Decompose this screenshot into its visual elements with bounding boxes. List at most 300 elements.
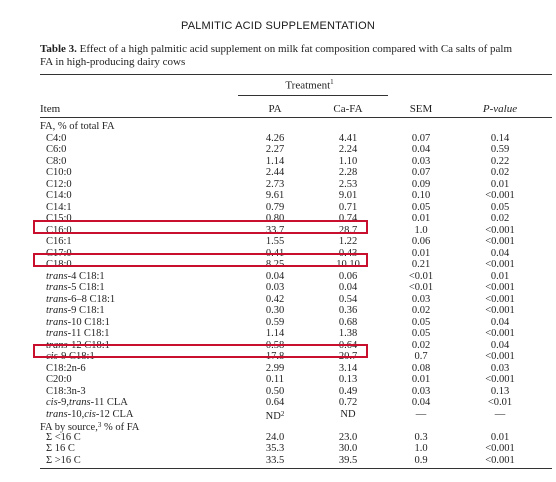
row-pa	[233, 432, 317, 443]
row-pa-value: 17.8	[265, 351, 285, 362]
row-sem-value: 0.05	[411, 316, 431, 328]
table-row	[0, 317, 556, 328]
row-pa-value: 0.80	[265, 213, 285, 224]
running-head: PALMITIC ACID SUPPLEMENTATION	[180, 20, 376, 32]
row-cafa-value: 4.41	[338, 132, 358, 144]
row-cafa	[309, 432, 387, 443]
row-pa-value: 0.59	[265, 316, 285, 328]
row-item	[46, 156, 66, 167]
row-sem	[387, 397, 455, 408]
row-sem	[387, 190, 455, 201]
row-item	[46, 397, 128, 408]
row-pvalue-value: <0.001	[485, 454, 515, 466]
row-sem-value: 0.9	[414, 454, 428, 466]
row-item	[46, 317, 110, 328]
row-pvalue	[454, 351, 546, 362]
row-sem	[387, 248, 455, 259]
row-pvalue	[454, 328, 546, 339]
col-sem: SEM	[409, 103, 433, 115]
row-pa-value: 0.41	[265, 247, 285, 259]
row-item-part: trans	[46, 408, 68, 420]
row-sem	[387, 317, 455, 328]
row-pvalue	[454, 397, 546, 408]
row-cafa	[309, 386, 387, 397]
row-cafa-value: 1.38	[338, 328, 358, 339]
row-sem	[387, 351, 455, 362]
row-pvalue	[454, 156, 546, 167]
row-sem	[387, 294, 455, 305]
row-item-part: C20:0	[46, 374, 72, 385]
row-cafa	[309, 271, 387, 282]
row-pa	[233, 144, 317, 155]
highlight-box-cis9	[33, 344, 368, 358]
row-sem	[387, 282, 455, 293]
row-pa-value: 0.42	[265, 293, 285, 305]
row-cafa	[309, 305, 387, 316]
row-pvalue-value: 0.04	[490, 247, 510, 259]
row-item-part: cis	[46, 351, 58, 362]
row-pa	[233, 271, 317, 282]
row-item-part: trans	[69, 397, 91, 408]
row-pvalue-value: 0.02	[490, 213, 510, 224]
row-pvalue	[454, 190, 546, 201]
row-item	[46, 328, 110, 339]
row-item-part: -12 CLA	[95, 408, 134, 420]
row-pvalue-value: —	[494, 408, 506, 420]
row-item-part: C8:0	[46, 155, 67, 167]
row-item-part: trans	[46, 293, 68, 305]
row-item	[46, 144, 66, 155]
row-item	[46, 363, 86, 374]
row-cafa	[309, 133, 387, 144]
row-sem	[387, 455, 455, 466]
row-sem	[387, 236, 455, 247]
row-pa-value: 1.14	[265, 328, 285, 339]
row-pa-value: 8.25	[265, 259, 285, 270]
row-item-part: FA by source,	[40, 422, 98, 433]
table-row	[0, 363, 556, 374]
row-cafa-value: 3.14	[338, 362, 358, 374]
row-cafa-value: 2.24	[338, 144, 358, 155]
row-sem	[387, 409, 455, 420]
row-pvalue	[454, 259, 546, 270]
row-item-part: -11 CLA	[90, 397, 128, 408]
row-sem-value: 0.21	[411, 259, 431, 270]
row-sem	[387, 340, 455, 351]
row-sem-value: 0.01	[411, 213, 431, 224]
row-pvalue-value: <0.001	[485, 305, 515, 316]
row-sem-value: 0.04	[411, 397, 431, 408]
row-pa	[233, 397, 317, 408]
row-item	[46, 133, 66, 144]
row-sem-value: 0.07	[411, 167, 431, 178]
row-sem-value: 0.05	[411, 201, 431, 213]
row-pvalue	[454, 294, 546, 305]
table-row	[0, 305, 556, 316]
row-pvalue	[454, 133, 546, 144]
table-row	[0, 455, 556, 466]
row-sem	[387, 202, 455, 213]
row-cafa-value: 0.72	[338, 397, 358, 408]
row-cafa-value: 30.0	[338, 443, 358, 454]
table-row	[0, 282, 556, 293]
row-cafa	[309, 236, 387, 247]
row-cafa-value: 2.53	[338, 178, 358, 190]
row-item-part: C15:0	[46, 213, 72, 224]
table-row	[0, 202, 556, 213]
row-sem-value: 0.10	[411, 190, 431, 201]
row-item-part: trans	[46, 316, 68, 328]
row-item-part: C18:2n-6	[46, 362, 86, 374]
row-pvalue	[454, 363, 546, 374]
row-pa-value: 2.73	[265, 178, 285, 190]
row-pvalue	[454, 340, 546, 351]
treatment-rule	[238, 95, 388, 96]
row-pa	[233, 363, 317, 374]
row-pvalue-value: <0.001	[485, 351, 515, 362]
row-cafa	[309, 374, 387, 385]
row-cafa-value: 0.43	[338, 247, 358, 259]
row-sem-value: 0.7	[414, 351, 428, 362]
caption-line-2: FA in high-producing dairy cows	[40, 56, 186, 68]
row-pvalue-value: <0.001	[485, 328, 515, 339]
row-pa	[233, 386, 317, 397]
row-pvalue-value: 0.01	[490, 270, 510, 282]
row-pvalue	[454, 248, 546, 259]
row-item-part: cis	[84, 408, 96, 420]
row-cafa	[309, 455, 387, 466]
row-pvalue-value: 0.01	[490, 431, 510, 443]
row-cafa-value: 1.10	[338, 155, 358, 167]
row-pa-value: 1.14	[265, 155, 285, 167]
row-item-part: C18:0	[46, 259, 72, 270]
row-pvalue-value: 0.01	[490, 178, 510, 190]
row-cafa-value: 0.74	[338, 213, 358, 224]
table-row	[0, 167, 556, 178]
table-row	[0, 328, 556, 339]
row-pa	[233, 167, 317, 178]
row-pvalue	[454, 225, 546, 236]
row-pa	[233, 156, 317, 167]
row-cafa-value: 10.10	[336, 259, 360, 270]
row-item-part: C16:0	[46, 224, 72, 236]
row-cafa-value: 0.06	[338, 270, 358, 282]
table-row	[0, 374, 556, 385]
row-pvalue	[454, 432, 546, 443]
table-row	[0, 294, 556, 305]
row-item-part: cis	[46, 397, 58, 408]
row-pa-value: 33.7	[265, 224, 285, 236]
row-pa	[233, 374, 317, 385]
row-item-part: -4 C18:1	[67, 270, 105, 282]
row-item-part: 3	[97, 421, 102, 429]
row-item-part: -9 C18:1	[57, 351, 95, 362]
row-item	[46, 455, 81, 466]
row-cafa	[309, 317, 387, 328]
row-cafa-value: 28.7	[338, 224, 358, 236]
row-cafa	[309, 328, 387, 339]
row-pvalue	[454, 386, 546, 397]
row-pa-footnote: 2	[280, 409, 285, 418]
row-sem	[387, 144, 455, 155]
row-item	[46, 386, 86, 397]
row-cafa-value: 0.36	[338, 305, 358, 316]
table-row	[0, 144, 556, 155]
row-item-part: C17:0	[46, 247, 72, 259]
row-pa-value: 4.26	[265, 132, 285, 144]
row-pa-value: 0.30	[265, 305, 285, 316]
table-row	[0, 432, 556, 443]
row-sem	[387, 271, 455, 282]
top-rule	[40, 74, 552, 75]
row-item-part: Σ 16 C	[46, 443, 75, 454]
row-pa-value: 0.79	[265, 201, 285, 213]
row-cafa	[309, 190, 387, 201]
row-item-part: Σ >16 C	[46, 454, 81, 466]
row-item-part: trans	[46, 270, 68, 282]
table-row	[0, 420, 556, 431]
row-sem	[387, 305, 455, 316]
row-cafa-value: 20.7	[338, 351, 358, 362]
col-cafa: Ca-FA	[333, 103, 363, 115]
row-sem-value: 0.04	[411, 144, 431, 155]
row-pvalue-value: <0.001	[485, 282, 515, 293]
row-pvalue-value: <0.001	[485, 374, 515, 385]
table-row	[0, 179, 556, 190]
row-cafa-value: 0.49	[338, 385, 358, 397]
row-sem-value: 0.01	[411, 247, 431, 259]
col-pa: PA	[268, 103, 282, 115]
row-pa-value: 2.27	[265, 144, 285, 155]
row-sem	[387, 167, 455, 178]
table-row	[0, 271, 556, 282]
row-item-part: -9 C18:1	[67, 305, 105, 316]
row-item-part: C10:0	[46, 167, 72, 178]
row-pvalue	[454, 179, 546, 190]
row-sem-value: 1.0	[414, 224, 428, 236]
row-sem-value: 1.0	[414, 443, 428, 454]
col-pvalue	[454, 103, 546, 115]
row-pa	[233, 317, 317, 328]
row-sem-value: 0.07	[411, 132, 431, 144]
row-pa-value: 35.3	[265, 443, 285, 454]
table-row	[0, 386, 556, 397]
row-pa	[233, 133, 317, 144]
row-cafa	[309, 179, 387, 190]
row-item-part: C12:0	[46, 178, 72, 190]
row-sem-value: 0.03	[411, 155, 431, 167]
row-item	[46, 190, 72, 201]
row-pa	[233, 179, 317, 190]
highlight-box-c16	[33, 220, 368, 234]
row-pa-value: 0.11	[266, 374, 284, 385]
row-item-part: trans	[46, 305, 68, 316]
row-sem-value: 0.08	[411, 362, 431, 374]
row-cafa-value: 0.64	[338, 339, 358, 351]
row-item-part: trans	[46, 328, 68, 339]
row-item-part: -6–8 C18:1	[67, 293, 116, 305]
row-cafa-value: 1.22	[338, 236, 358, 247]
row-pvalue	[454, 271, 546, 282]
row-cafa-value: 0.13	[338, 374, 358, 385]
row-pa	[233, 190, 317, 201]
table-row	[0, 121, 556, 132]
highlight-box-c18	[33, 253, 368, 267]
row-cafa	[309, 202, 387, 213]
row-pvalue-value: 0.03	[490, 362, 510, 374]
row-pa-value: ND	[265, 410, 281, 422]
row-cafa	[309, 363, 387, 374]
bottom-rule	[40, 468, 552, 469]
row-cafa-value: ND	[340, 408, 356, 420]
row-pvalue	[454, 409, 546, 420]
row-sem	[387, 179, 455, 190]
row-pvalue	[454, 305, 546, 316]
row-pa	[233, 282, 317, 293]
row-pvalue-value: <0.01	[487, 397, 513, 408]
row-pa	[233, 305, 317, 316]
row-pvalue-value: <0.001	[485, 293, 515, 305]
row-item	[46, 374, 72, 385]
table-caption	[40, 43, 552, 69]
row-item-part: -12 C18:1	[67, 339, 110, 351]
row-item-part: C14:1	[46, 201, 72, 213]
row-pa-value: 2.99	[265, 362, 285, 374]
row-pa-value: 0.50	[265, 385, 285, 397]
row-pvalue-value: 0.14	[490, 132, 510, 144]
row-item	[40, 121, 115, 132]
row-item-part: trans	[46, 282, 68, 293]
row-sem-value: 0.09	[411, 178, 431, 190]
row-pa	[233, 455, 317, 466]
row-cafa-value: 0.71	[338, 201, 358, 213]
row-sem-value: 0.05	[411, 328, 431, 339]
row-item	[46, 236, 72, 247]
row-item-part: FA, % of total FA	[40, 121, 115, 132]
row-pvalue	[454, 236, 546, 247]
row-pa	[233, 236, 317, 247]
row-item-part: C4:0	[46, 132, 67, 144]
row-pvalue	[454, 443, 546, 454]
row-cafa	[309, 409, 387, 420]
row-sem	[387, 363, 455, 374]
header-rule	[40, 117, 552, 118]
row-sem	[387, 213, 455, 224]
row-item-part: % of FA	[101, 422, 140, 433]
row-item	[46, 294, 115, 305]
table-row	[0, 133, 556, 144]
row-item	[46, 409, 134, 420]
row-pa-value: 2.44	[265, 167, 285, 178]
row-item-part: C16:1	[46, 236, 72, 247]
row-sem-value: <0.01	[408, 270, 434, 282]
row-cafa	[309, 167, 387, 178]
row-item-part: trans	[46, 339, 68, 351]
row-item-part: -11 C18:1	[67, 328, 110, 339]
row-pvalue-value: 0.59	[490, 144, 510, 155]
row-item-part: -10,	[67, 408, 85, 420]
row-pvalue	[454, 202, 546, 213]
row-pvalue-value: <0.001	[485, 443, 515, 454]
row-sem-value: <0.01	[408, 282, 434, 293]
row-item	[46, 271, 105, 282]
row-pvalue	[454, 317, 546, 328]
table-row	[0, 409, 556, 420]
row-sem-value: 0.02	[411, 339, 431, 351]
row-pa-value: 1.55	[265, 236, 285, 247]
table-row	[0, 397, 556, 408]
row-sem	[387, 328, 455, 339]
row-cafa	[309, 294, 387, 305]
row-sem	[387, 374, 455, 385]
row-sem	[387, 156, 455, 167]
row-pa-value: 0.03	[265, 282, 285, 293]
row-sem-value: 0.3	[414, 431, 428, 443]
row-cafa-value: 9.01	[338, 190, 358, 201]
row-cafa-value: 23.0	[338, 431, 358, 443]
treatment-label: Treatment	[285, 79, 331, 92]
row-pvalue-value: <0.001	[485, 224, 515, 236]
caption-label: Table 3.	[40, 43, 77, 55]
caption-line-1: Effect of a high palmitic acid supplement on milk fat composition compared with Ca salts of palm	[79, 43, 513, 55]
row-item	[46, 432, 81, 443]
row-pa-value: 33.5	[265, 454, 285, 466]
row-item	[46, 167, 72, 178]
row-sem-value: 0.03	[411, 293, 431, 305]
row-pa-value: 0.58	[265, 339, 285, 351]
row-item-part: C18:3n-3	[46, 385, 86, 397]
row-item	[46, 305, 105, 316]
row-cafa	[309, 397, 387, 408]
row-pa	[233, 443, 317, 454]
row-sem-value: 0.03	[411, 385, 431, 397]
row-pa	[233, 202, 317, 213]
row-sem	[387, 225, 455, 236]
row-sem	[387, 133, 455, 144]
row-pvalue	[454, 282, 546, 293]
row-item-part: C14:0	[46, 190, 72, 201]
row-cafa	[309, 144, 387, 155]
row-pa-value: 9.61	[265, 190, 285, 201]
row-item-part: -5 C18:1	[67, 282, 105, 293]
row-pa	[233, 328, 317, 339]
row-pa-value: 0.64	[265, 397, 285, 408]
row-item	[46, 282, 105, 293]
row-pvalue-value: <0.001	[485, 236, 515, 247]
row-sem	[387, 432, 455, 443]
row-sem	[387, 259, 455, 270]
treatment-footnote: 1	[330, 78, 334, 86]
table-row	[0, 236, 556, 247]
row-sem-value: 0.01	[411, 374, 431, 385]
row-pvalue	[454, 213, 546, 224]
row-pvalue-value: 0.13	[490, 385, 510, 397]
row-cafa-value: 39.5	[338, 454, 358, 466]
row-cafa	[309, 282, 387, 293]
row-pvalue	[454, 167, 546, 178]
row-pvalue	[454, 455, 546, 466]
row-pa-value: 0.04	[265, 270, 285, 282]
row-pvalue-value: 0.02	[490, 167, 510, 178]
row-sem-value: 0.06	[411, 236, 431, 247]
row-item	[46, 179, 72, 190]
table-row	[0, 443, 556, 454]
col-pvalue-italic: P-value	[482, 103, 518, 115]
row-pvalue	[454, 144, 546, 155]
row-pa	[233, 294, 317, 305]
row-cafa-value: 0.04	[338, 282, 358, 293]
row-item-part: -10 C18:1	[67, 316, 110, 328]
